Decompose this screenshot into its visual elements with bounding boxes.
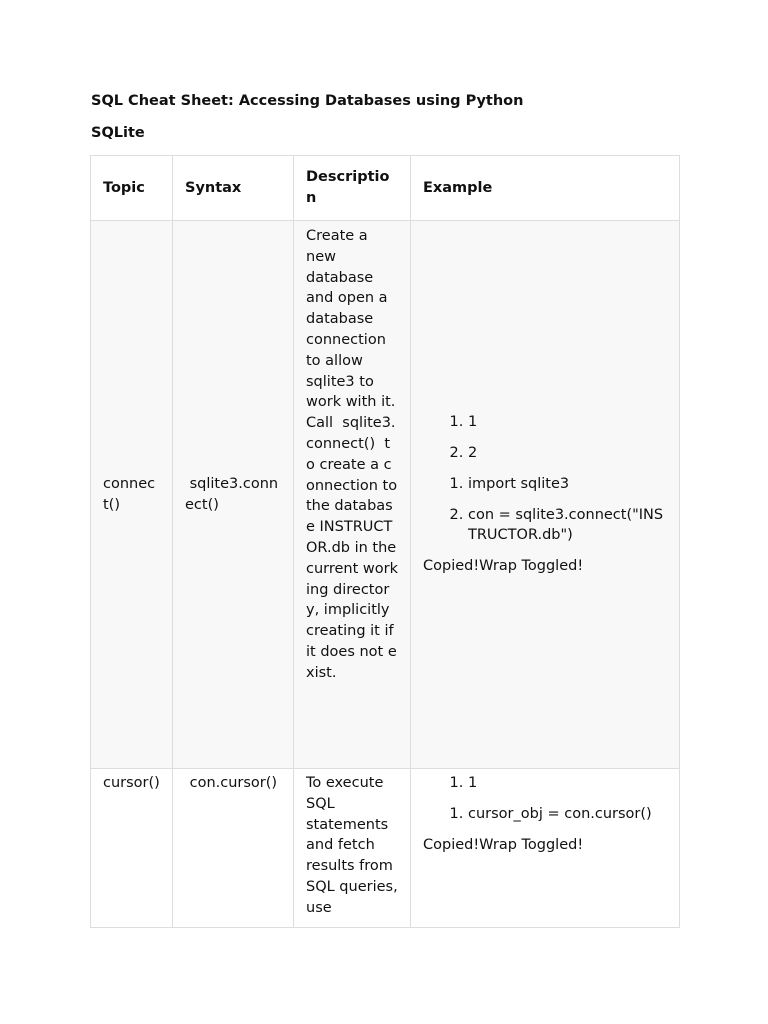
line-number: 1. 1 xyxy=(468,773,667,794)
table-header-row xyxy=(91,156,680,221)
description-cell xyxy=(294,221,411,769)
topic-text: cursor() xyxy=(103,775,160,791)
document-title: SQL Cheat Sheet: Accessing Databases using Python xyxy=(91,93,524,109)
syntax-cell xyxy=(173,221,294,769)
syntax-cell xyxy=(173,769,294,928)
line-number-list xyxy=(423,412,667,464)
header-example: Example xyxy=(411,156,680,221)
example-cell xyxy=(411,221,680,769)
topic-cell xyxy=(91,769,173,928)
topic-cell xyxy=(91,221,173,769)
table-row xyxy=(91,221,680,769)
example-cell xyxy=(411,769,680,928)
line-number: 2. 2 xyxy=(468,443,667,464)
copy-wrap-status[interactable]: Copied!Wrap Toggled! xyxy=(423,558,584,575)
syntax-text: sqlite3.connect() xyxy=(185,475,279,513)
table-row xyxy=(91,769,680,928)
line-number-list xyxy=(423,773,667,794)
code-line: 1. cursor_obj = con.cursor() xyxy=(468,804,667,825)
code-line: 1. import sqlite3 xyxy=(468,474,667,495)
code-line: 2. con = sqlite3.connect("INSTRUCTOR.db") xyxy=(468,505,667,547)
header-syntax: Syntax xyxy=(173,156,294,221)
topic-text: connect() xyxy=(103,475,156,513)
header-topic: Topic xyxy=(91,156,173,221)
line-number: 1. 1 xyxy=(468,412,667,433)
description-text: Create a new database and open a database connection to allow sqlite3 to work with it. xyxy=(306,228,396,411)
cheat-sheet-table xyxy=(90,155,680,928)
code-block[interactable] xyxy=(423,804,667,825)
copy-wrap-status[interactable]: Copied!Wrap Toggled! xyxy=(423,836,584,853)
syntax-text: con.cursor() xyxy=(185,775,278,791)
section-title: SQLite xyxy=(91,125,145,141)
description-text: To execute SQL statements and fetch results from SQL queries, use xyxy=(306,775,398,916)
description-cell xyxy=(294,769,411,928)
header-description: Description xyxy=(294,156,411,221)
description-text: Call sqlite3.connect() to create a connection to the database INSTRUCTOR.db in the current working directory, implicitly creating it if it does not exist. xyxy=(306,415,402,681)
code-block[interactable] xyxy=(423,474,667,547)
